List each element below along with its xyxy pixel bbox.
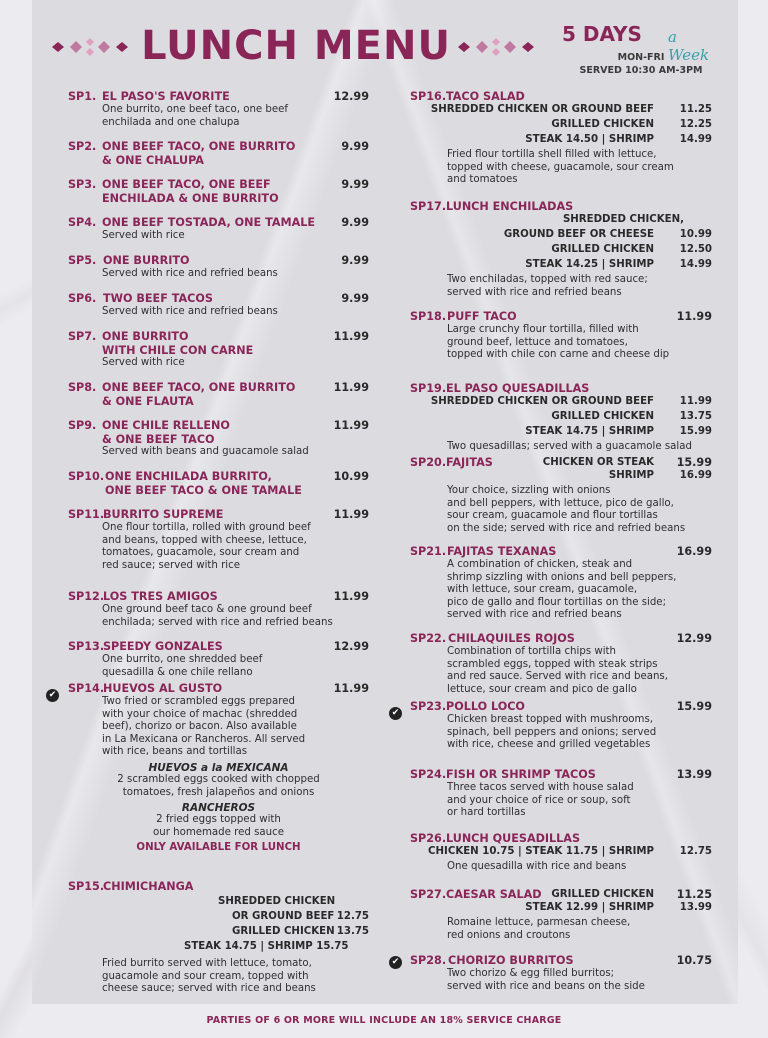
item-code: SP5. <box>68 254 97 267</box>
item-description-line: tomatoes, guacamole, sour cream and <box>102 547 300 559</box>
subitem-heading: HUEVOS a la MEXICANA <box>148 761 289 774</box>
option-row <box>410 104 712 119</box>
menu-item <box>68 682 369 853</box>
item-price: 11.99 <box>333 381 369 394</box>
item-code: SP21. <box>410 545 447 558</box>
days-range: MON-FRI <box>617 52 665 63</box>
item-description-line: Three tacos served with house salad <box>447 782 634 793</box>
item-description-line: guacamole and sour cream, topped with <box>102 970 309 982</box>
option-row <box>68 926 369 941</box>
item-description-line: beef), chorizo or bacon. Also available <box>102 721 297 733</box>
option-row <box>68 911 369 926</box>
option-row <box>68 941 369 956</box>
item-description-line: Romaine lettuce, parmesan cheese, <box>447 917 631 928</box>
item-description-line: with rice, cheese and grilled vegetables <box>447 739 651 751</box>
item-code: SP11. <box>68 508 105 521</box>
option-price: 11.99 <box>679 396 712 407</box>
item-price: 11.99 <box>333 419 369 432</box>
option-label: STEAK 14.25 | SHRIMP <box>525 259 654 270</box>
item-price: 9.99 <box>341 216 369 229</box>
item-description-line: enchilada and one chalupa <box>102 116 240 128</box>
menu-item <box>410 310 712 362</box>
option-row <box>410 396 712 411</box>
item-name: BURRITO SUPREME <box>103 508 224 521</box>
menu-item <box>68 216 369 243</box>
item-name: TWO BEEF TACOS <box>103 292 213 305</box>
option-row <box>410 214 712 229</box>
option-price: 14.99 <box>679 134 712 145</box>
item-name: ONE BURRITO <box>102 330 189 343</box>
item-header <box>68 682 369 696</box>
item-price: 11.99 <box>333 330 369 343</box>
item-name: EL PASO'S FAVORITE <box>102 90 230 103</box>
item-header <box>68 590 369 604</box>
item-name-line2: ONE BEEF TACO & ONE TAMALE <box>105 484 302 497</box>
menu-item <box>68 640 369 679</box>
item-header <box>410 632 712 646</box>
item-name: LUNCH QUESADILLAS <box>446 832 581 845</box>
item-price: 10.75 <box>676 954 712 967</box>
item-header <box>68 508 369 522</box>
item-code: SP22. <box>410 632 447 645</box>
menu-item <box>68 880 369 996</box>
item-code: SP27. <box>410 888 447 901</box>
item-description-line: Combination of tortilla chips with <box>447 646 616 657</box>
item-code: SP20. <box>410 456 447 469</box>
service-charge-note: PARTIES OF 6 OR MORE WILL INCLUDE AN 18% SERVICE CHARGE <box>206 1015 562 1026</box>
item-price: 12.99 <box>333 90 369 103</box>
item-header <box>68 292 369 306</box>
item-code: SP2. <box>68 140 97 153</box>
item-price: 13.99 <box>676 768 712 781</box>
subitem-text: our homemade red sauce <box>153 826 284 838</box>
item-header <box>68 178 369 192</box>
item-price: 9.99 <box>341 178 369 191</box>
option-price: 13.75 <box>336 926 369 937</box>
option-row <box>410 846 712 861</box>
option-price: 12.75 <box>679 846 712 857</box>
item-header <box>68 254 369 268</box>
item-name-line2: WITH CHILE CON CARNE <box>102 344 254 357</box>
served-hours: SERVED 10:30 AM-3PM <box>579 65 703 76</box>
item-price: 11.99 <box>333 682 369 695</box>
item-description-line: Served with rice <box>102 357 185 368</box>
item-price: 12.99 <box>333 640 369 653</box>
option-label: STEAK 14.75 | SHRIMP 15.75 <box>184 941 349 952</box>
diamond-ornament-right-icon <box>458 38 538 56</box>
option-price: 12.25 <box>679 119 712 130</box>
item-name-line2: ENCHILADA & ONE BURRITO <box>102 192 279 205</box>
item-header <box>410 954 712 968</box>
option-row <box>68 896 369 911</box>
option-label: OR GROUND BEEF <box>232 911 335 922</box>
item-name: CHILAQUILES ROJOS <box>448 632 575 645</box>
option-row <box>410 426 712 441</box>
option-label: GRILLED CHICKEN <box>232 926 335 937</box>
item-description-line: Fried flour tortilla shell filled with lettuce, <box>447 149 657 160</box>
item-description-line: enchilada; served with rice and refried beans <box>102 616 333 628</box>
item-description-line: with your choice of machac (shredded <box>102 708 298 720</box>
item-header <box>410 200 712 214</box>
item-description-line: One burrito, one shredded beef <box>102 654 263 665</box>
option-price: 12.50 <box>679 244 712 255</box>
item-description-line: Two chorizo & egg filled burritos; <box>447 968 615 979</box>
option-label: SHREDDED CHICKEN OR GROUND BEEF <box>430 104 654 115</box>
item-header <box>68 90 369 104</box>
item-header <box>410 90 712 104</box>
menu-item <box>68 419 369 459</box>
item-price: 10.99 <box>333 470 369 483</box>
item-price: 11.25 <box>676 888 712 901</box>
item-header <box>410 545 712 559</box>
item-header <box>410 382 712 396</box>
item-price: 9.99 <box>341 254 369 267</box>
item-header <box>410 310 712 324</box>
item-code: SP23. <box>410 700 447 713</box>
item-name: LUNCH ENCHILADAS <box>446 200 574 213</box>
item-description-line: One flour tortilla, rolled with ground beef <box>102 522 311 533</box>
option-row <box>410 902 712 917</box>
item-name: ONE BEEF TACO, ONE BURRITO <box>102 140 296 153</box>
item-description-line: Fried burrito served with lettuce, tomato, <box>102 958 312 969</box>
menu-item <box>410 832 712 874</box>
schedule-badge <box>562 22 722 82</box>
item-description-line: Served with rice and refried beans <box>102 268 278 279</box>
item-name: CHIMICHANGA <box>103 880 194 893</box>
item-name: CHORIZO BURRITOS <box>448 954 574 967</box>
option-label: STEAK 14.50 | SHRIMP <box>525 134 654 145</box>
item-code: SP9. <box>68 419 97 432</box>
item-code: SP7. <box>68 330 97 343</box>
item-description-line: with rice, beans and tortillas <box>102 746 248 758</box>
item-description-line: One ground beef taco & one ground beef <box>102 604 312 615</box>
item-description-line: topped with chile con carne and cheese dip <box>447 349 670 361</box>
option-label: SHREDDED CHICKEN <box>218 896 336 907</box>
option-price: 13.75 <box>679 411 712 422</box>
item-description-line: and your choice of rice or soup, soft <box>447 794 631 806</box>
item-code: SP24. <box>410 768 447 781</box>
item-name: POLLO LOCO <box>446 700 525 713</box>
item-description-line: red sauce; served with rice <box>102 559 240 571</box>
item-options <box>68 896 369 958</box>
item-code: SP17. <box>410 200 447 213</box>
item-name: FISH OR SHRIMP TACOS <box>446 768 596 781</box>
item-description-line: Chicken breast topped with mushrooms, <box>447 714 654 725</box>
option-row <box>410 229 712 244</box>
item-description-line: served with rice and refried beans <box>447 609 622 621</box>
menu-item <box>68 381 369 408</box>
item-header <box>68 140 369 154</box>
item-description-line: cheese sauce; served with rice and beans <box>102 983 316 995</box>
item-description-line: scrambled eggs, topped with steak strips <box>447 658 658 670</box>
menu-item <box>68 470 369 497</box>
item-code: SP4. <box>68 216 97 229</box>
item-code: SP12. <box>68 590 105 603</box>
item-description-line: in La Mexicana or Rancheros. All served <box>102 733 306 745</box>
menu-item <box>410 700 712 752</box>
item-name: ONE ENCHILADA BURRITO, <box>105 470 272 483</box>
item-code: SP28. <box>410 954 447 967</box>
menu-item <box>410 768 712 820</box>
item-description-line: Two fried or scrambled eggs prepared <box>102 696 295 707</box>
item-header <box>68 419 369 433</box>
item-header <box>68 640 369 654</box>
option-label: GRILLED CHICKEN <box>551 411 654 422</box>
item-description-line: Served with rice <box>102 230 185 241</box>
item-price: 15.99 <box>676 456 712 469</box>
item-description-line: on the side; served with rice and refried beans <box>447 522 686 534</box>
item-price: 9.99 <box>341 140 369 153</box>
days-heading: 5 DAYS <box>562 22 642 46</box>
item-description-line: Served with beans and guacamole salad <box>102 446 309 457</box>
option-price: 14.99 <box>679 259 712 270</box>
item-inline-option: CHICKEN OR STEAK <box>542 457 654 468</box>
item-name: PUFF TACO <box>447 310 517 323</box>
option-row <box>410 470 712 485</box>
menu-item <box>410 632 712 696</box>
option-label: SHRIMP <box>608 470 654 481</box>
item-code: SP3. <box>68 178 97 191</box>
item-inline-option: GRILLED CHICKEN <box>551 889 654 900</box>
left-menu-column <box>68 90 369 1000</box>
item-description-line: with lettuce, sour cream, guacamole, <box>447 584 638 596</box>
item-description-line: spinach, bell peppers and onions; served <box>447 726 657 738</box>
item-code: SP18. <box>410 310 447 323</box>
item-price: 15.99 <box>676 700 712 713</box>
item-description-line: topped with cheese, guacamole, sour cream <box>447 161 674 173</box>
item-header <box>410 832 712 846</box>
item-name: FAJITAS <box>446 456 493 469</box>
item-name: ONE BURRITO <box>103 254 190 267</box>
item-name: ONE BEEF TOSTADA, ONE TAMALE <box>102 216 316 229</box>
item-name: TACO SALAD <box>446 90 525 103</box>
days-script: a Week <box>668 28 710 64</box>
option-label: GROUND BEEF OR CHEESE <box>503 229 654 240</box>
item-name-line2: & ONE BEEF TACO <box>102 433 215 446</box>
item-name: FAJITAS TEXANAS <box>447 545 557 558</box>
item-name: CAESAR SALAD <box>446 888 542 901</box>
item-price: 11.99 <box>333 590 369 603</box>
item-description-line: lettuce, sour cream and pico de gallo <box>447 683 637 695</box>
item-header <box>410 768 712 782</box>
item-name: ONE CHILE RELLENO <box>102 419 230 432</box>
option-price: 12.75 <box>336 911 369 922</box>
item-description-line: Two enchiladas, topped with red sauce; <box>447 274 648 285</box>
menu-item <box>410 456 712 535</box>
subitem-text: tomatoes, fresh jalapeños and onions <box>122 786 315 798</box>
menu-item <box>68 508 369 572</box>
option-price: 15.99 <box>679 426 712 437</box>
check-icon: ✔ <box>46 689 59 702</box>
lunch-only-note: ONLY AVAILABLE FOR LUNCH <box>136 842 301 854</box>
item-header <box>410 456 712 470</box>
item-header <box>68 470 369 484</box>
item-price: 12.99 <box>676 632 712 645</box>
item-description-line: Your choice, sizzling with onions <box>447 485 611 496</box>
item-price: 11.99 <box>676 310 712 323</box>
item-code: SP10. <box>68 470 105 483</box>
item-description-line: shrimp sizzling with onions and bell peppers, <box>447 571 677 583</box>
item-description-line: Served with rice and refried beans <box>102 306 278 317</box>
menu-item <box>68 590 369 629</box>
option-label: STEAK 12.99 | SHRIMP <box>525 902 654 913</box>
menu-item <box>410 200 712 299</box>
option-label: CHICKEN 10.75 | STEAK 11.75 | SHRIMP <box>428 846 654 857</box>
subitem-text: 2 fried eggs topped with <box>156 814 281 826</box>
item-code: SP26. <box>410 832 447 845</box>
item-name: ONE BEEF TACO, ONE BEEF <box>102 178 271 191</box>
item-code: SP16. <box>410 90 447 103</box>
menu-item <box>410 954 712 993</box>
item-header <box>410 700 712 714</box>
item-description-line: One burrito, one beef taco, one beef <box>102 104 288 115</box>
item-price: 11.99 <box>333 508 369 521</box>
item-code: SP13. <box>68 640 105 653</box>
item-code: SP8. <box>68 381 97 394</box>
page-title: LUNCH MENU <box>141 23 451 69</box>
menu-item <box>68 330 369 370</box>
item-description-line: served with rice and refried beans <box>447 286 622 298</box>
item-description-line: A combination of chicken, steak and <box>447 559 633 570</box>
item-code: SP1. <box>68 90 97 103</box>
option-row <box>410 244 712 259</box>
menu-item <box>68 292 369 319</box>
diamond-ornament-left-icon <box>52 38 132 56</box>
menu-item <box>410 382 712 454</box>
option-label: STEAK 14.75 | SHRIMP <box>525 426 654 437</box>
check-icon: ✔ <box>389 707 402 720</box>
check-icon: ✔ <box>389 956 402 969</box>
option-price: 16.99 <box>679 470 712 481</box>
item-description-line: and bell peppers, with lettuce, pico de gallo, <box>447 497 674 509</box>
option-label: GRILLED CHICKEN <box>551 244 654 255</box>
item-name: EL PASO QUESADILLAS <box>446 382 590 395</box>
item-description-line: or hard tortillas <box>447 807 526 819</box>
item-description-line: Large crunchy flour tortilla, filled with <box>447 324 639 335</box>
menu-item <box>68 140 369 167</box>
item-price: 16.99 <box>676 545 712 558</box>
item-description-line: and red sauce. Served with rice and beans, <box>447 671 668 683</box>
item-price: 9.99 <box>341 292 369 305</box>
option-price: 13.99 <box>679 902 712 913</box>
item-description-line: pico de gallo and flour tortillas on the side; <box>447 596 667 608</box>
item-header <box>410 888 712 902</box>
huevos-options <box>68 762 369 853</box>
menu-item <box>68 254 369 281</box>
subitem-heading: RANCHEROS <box>181 802 256 815</box>
item-description-line: Two quesadillas; served with a guacamole salad <box>447 441 692 452</box>
item-header <box>68 216 369 230</box>
option-price: 10.99 <box>679 229 712 240</box>
item-name-line2: & ONE FLAUTA <box>102 395 194 408</box>
item-description-line: One quesadilla with rice and beans <box>447 861 627 872</box>
option-row <box>410 134 712 149</box>
right-menu-column <box>410 90 712 1000</box>
item-header <box>68 330 369 344</box>
item-header <box>68 381 369 395</box>
option-label: SHREDDED CHICKEN, <box>562 214 684 225</box>
menu-item <box>410 888 712 942</box>
option-row <box>410 259 712 274</box>
item-name: SPEEDY GONZALES <box>103 640 223 653</box>
option-label: GRILLED CHICKEN <box>551 119 654 130</box>
option-row <box>410 411 712 426</box>
menu-item <box>68 90 369 129</box>
item-code: SP14. <box>68 682 105 695</box>
option-label: SHREDDED CHICKEN OR GROUND BEEF <box>430 396 654 407</box>
item-code: SP6. <box>68 292 97 305</box>
subitem-text: 2 scrambled eggs cooked with chopped <box>117 773 320 785</box>
item-description-line: and tomatoes <box>447 174 518 186</box>
item-name: ONE BEEF TACO, ONE BURRITO <box>102 381 296 394</box>
item-name-line2: & ONE CHALUPA <box>102 154 204 167</box>
item-name: HUEVOS AL GUSTO <box>103 682 223 695</box>
item-description-line: and beans, topped with cheese, lettuce, <box>102 534 307 546</box>
item-description-line: served with rice and beans on the side <box>447 980 645 992</box>
item-header <box>68 880 369 894</box>
item-description-line: quesadilla & one chile rellano <box>102 666 253 678</box>
item-description-line: red onions and croutons <box>447 929 571 941</box>
item-code: SP19. <box>410 382 447 395</box>
item-description-line: ground beef, lettuce and tomatoes, <box>447 336 628 348</box>
option-row <box>410 119 712 134</box>
item-name: LOS TRES AMIGOS <box>103 590 218 603</box>
option-price: 11.25 <box>679 104 712 115</box>
menu-item <box>68 178 369 205</box>
menu-item <box>410 545 712 622</box>
item-description-line: sour cream, guacamole and flour tortillas <box>447 510 658 522</box>
menu-item <box>410 90 712 187</box>
item-code: SP15. <box>68 880 105 893</box>
